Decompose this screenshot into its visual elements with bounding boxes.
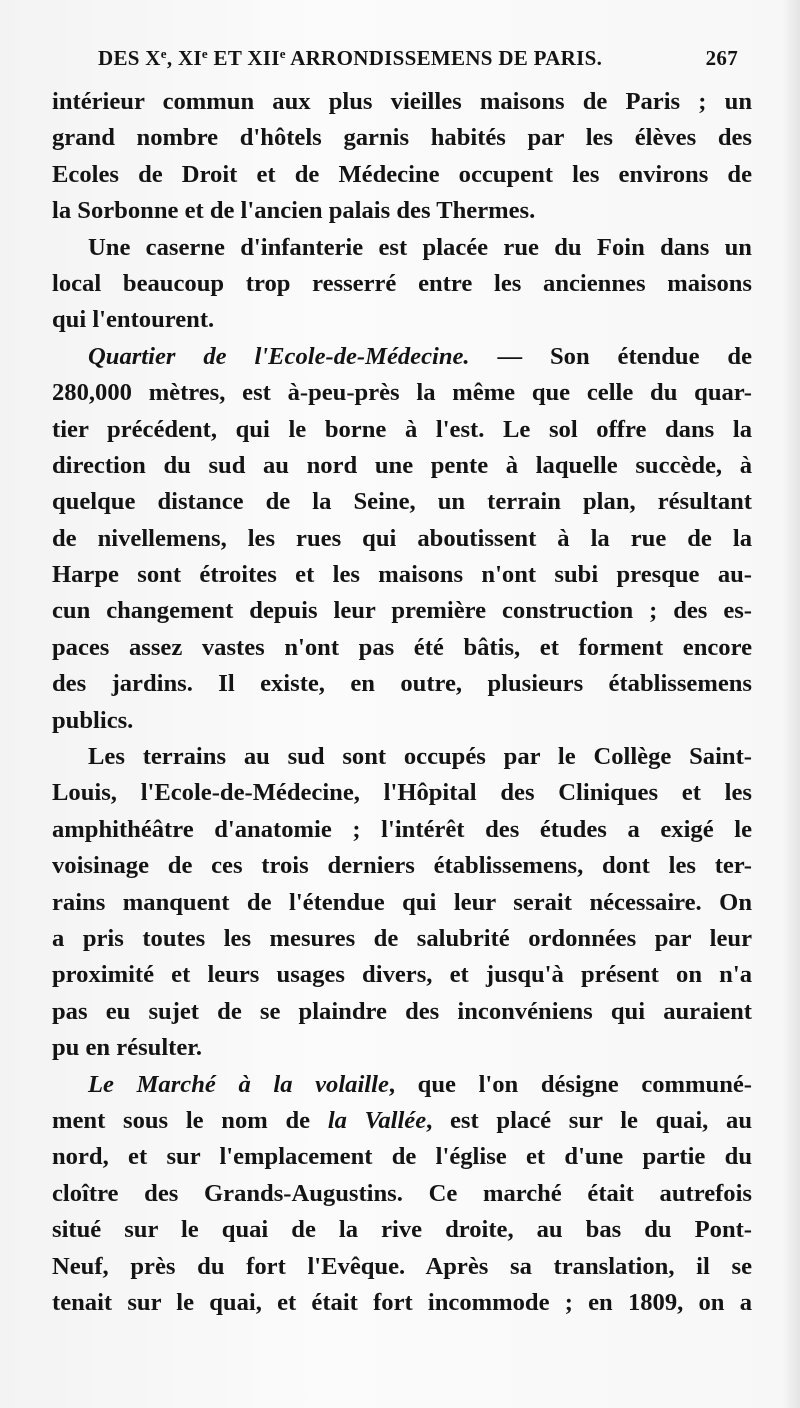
italic-run: Quartier de l'Ecole-de-Médecine. — [88, 342, 470, 370]
text-line — [52, 1176, 752, 1212]
text-line — [52, 666, 752, 702]
line-text: amphithéâtre d'anatomie ; l'intérêt des études a exigé le — [52, 815, 752, 843]
line-text: local beaucoup trop resserré entre les anciennes maisons — [52, 269, 752, 297]
line-text: 280,000 mètres, est à-peu-près la même que celle du quar- — [52, 379, 752, 407]
text-line — [52, 1030, 752, 1066]
line-text: pu en résulter. — [52, 1034, 203, 1062]
line-text: , que l'on désigne communé- — [388, 1070, 752, 1098]
text-line — [52, 557, 752, 593]
line-text: — Son étendue de — [469, 342, 752, 370]
line-text: proximité et leurs usages divers, et jusqu'à présent on n'a — [52, 961, 752, 989]
line-text: tenait sur le quai, et était fort incommode ; en 1809, on a — [52, 1288, 752, 1316]
running-title: DES Xe, XIe ET XIIe ARRONDISSEMENS DE PARIS. — [98, 46, 603, 70]
line-text: nord, et sur l'emplacement de l'église et d'une partie du — [52, 1143, 752, 1171]
text-line — [52, 266, 752, 302]
line-text: des jardins. Il existe, en outre, plusieurs établissemens — [52, 670, 752, 698]
text-line — [52, 302, 752, 338]
italic-run: Le Marché à la volaille — [88, 1070, 389, 1098]
line-text: Louis, l'Ecole-de-Médecine, l'Hôpital des Cliniques et les — [52, 779, 752, 807]
line-text: Une caserne d'infanterie est placée rue du Foin dans un — [88, 233, 752, 261]
text-line — [52, 703, 752, 739]
line-text: Harpe sont étroites et les maisons n'ont subi presque au- — [52, 561, 752, 589]
text-line — [52, 84, 752, 120]
text-line — [52, 1212, 752, 1248]
line-text: publics. — [52, 706, 134, 734]
text-line — [52, 885, 752, 921]
text-line — [52, 193, 752, 229]
line-text: situé sur le quai de la rive droite, au bas du Pont- — [52, 1216, 752, 1244]
text-line — [52, 775, 752, 811]
text-line — [52, 375, 752, 411]
line-text: qui l'entourent. — [52, 306, 215, 334]
line-text: de nivellemens, les rues qui aboutissent à la rue de la — [52, 524, 752, 552]
text-line — [52, 120, 752, 156]
text-line — [52, 921, 752, 957]
text-line — [52, 230, 752, 266]
text-line — [52, 630, 752, 666]
line-text: a pris toutes les mesures de salubrité ordonnées par leur — [52, 924, 752, 952]
running-head — [98, 46, 738, 76]
line-text: pas eu sujet de se plaindre des inconvéniens qui auraient — [52, 997, 752, 1025]
italic-run: la Vallée — [327, 1106, 427, 1134]
line-text: Les terrains au sud sont occupés par le Collège Saint- — [88, 743, 752, 771]
line-text: intérieur commun aux plus vieilles maisons de Paris ; un — [52, 88, 752, 115]
page-number: 267 — [705, 46, 738, 70]
text-line — [52, 448, 752, 484]
text-line — [52, 339, 752, 375]
text-line — [52, 957, 752, 993]
line-text: quelque distance de la Seine, un terrain plan, résultant — [52, 488, 752, 516]
text-line — [52, 1249, 752, 1285]
line-text: , est placé sur le quai, au — [426, 1106, 752, 1134]
text-line — [52, 412, 752, 448]
text-line — [52, 812, 752, 848]
line-text: voisinage de ces trois derniers établissemens, dont les ter- — [52, 852, 752, 880]
line-text: Ecoles de Droit et de Médecine occupent les environs de — [52, 160, 752, 188]
text-line — [52, 1103, 752, 1139]
text-line — [52, 1139, 752, 1175]
text-line — [52, 848, 752, 884]
page-edge-shadow — [782, 0, 800, 1408]
text-line — [52, 157, 752, 193]
text-line — [52, 484, 752, 520]
text-line — [52, 1285, 752, 1321]
line-text: Neuf, près du fort l'Evêque. Après sa translation, il se — [52, 1252, 752, 1280]
line-text: rains manquent de l'étendue qui leur serait nécessaire. On — [52, 888, 752, 916]
line-text: cun changement depuis leur première construction ; des es- — [52, 597, 752, 625]
text-line — [52, 593, 752, 629]
line-text: direction du sud au nord une pente à laquelle succède, à — [52, 451, 752, 479]
text-line — [52, 521, 752, 557]
text-line — [52, 739, 752, 775]
text-line — [52, 1067, 752, 1103]
line-text: tier précédent, qui le borne à l'est. Le sol offre dans la — [52, 415, 752, 443]
body-text — [52, 84, 752, 1321]
text-line — [52, 994, 752, 1030]
line-text: cloître des Grands-Augustins. Ce marché était autrefois — [52, 1179, 752, 1207]
line-text: ment sous le nom de — [52, 1106, 328, 1134]
line-text: la Sorbonne et de l'ancien palais des Thermes. — [52, 197, 536, 225]
line-text: grand nombre d'hôtels garnis habités par les élèves des — [52, 124, 752, 152]
line-text: paces assez vastes n'ont pas été bâtis, et forment encore — [52, 633, 752, 661]
